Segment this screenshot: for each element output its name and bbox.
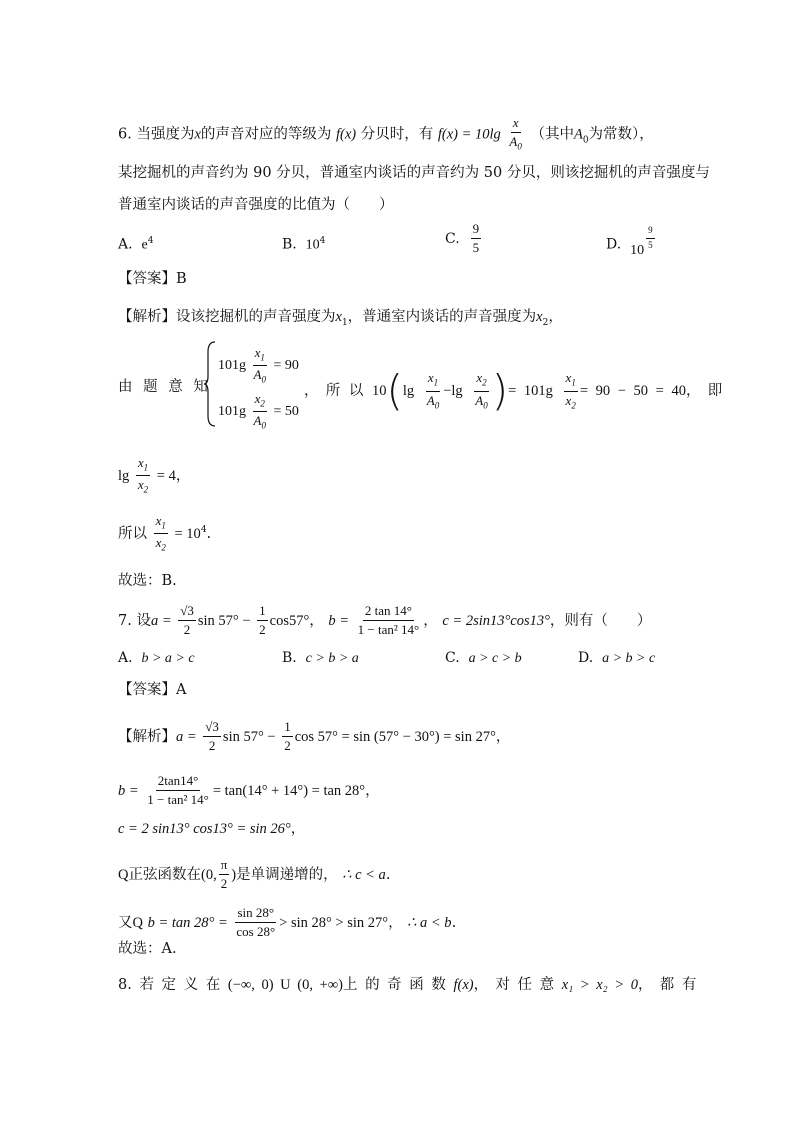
q6-stem-line1: 6. 当强度为x的声音对应的等级为 f(x) 分贝时，有 f(x) = 10lg $\frac{x}{A_0}$ （其中$A_0$为常数）， xyxy=(118,115,654,152)
q6-system-eq1: 101g $\frac{x_1}{A_0}$ = 90 xyxy=(218,345,299,386)
q6-option-b: B. $10^4$ xyxy=(282,236,326,253)
q7-choose: 故选：A. xyxy=(118,941,177,957)
q7-solution-compare: 又Q b = tan 28° = $\frac{\sin 28^\circ}{\cos 28^\circ}$ > sin 28° > sin 27°， ∴ a < b. xyxy=(118,905,457,940)
q6-stem-line3: 普通室内谈话的声音强度的比值为（ ） xyxy=(118,197,394,213)
q6-option-c: C. $\frac{9}{5}$ xyxy=(445,221,480,256)
q6-solution-line3: lg $\frac{x_1}{x_2}$ = 4， xyxy=(118,455,191,496)
q6-option-d: D. 10 $\frac{9}{5}$ xyxy=(606,225,653,259)
q6-option-a: A. $e^4$ xyxy=(118,236,154,253)
q7-solution-b: b = $\frac{2\tan 14^\circ}{\text{1 − tan² 14°}}$ = tan(14° + 14°) = tan 28°， xyxy=(118,773,380,808)
q6-system-eq2: 101g $\frac{x_2}{A_0}$ = 50 xyxy=(218,391,299,432)
q7-solution-c: c = 2 sin13° cos13° = sin 26°， xyxy=(118,821,306,837)
q7-solution-a: 【解析】a = $\frac{√3}{2}$ sin 57° − $\frac{1}{2}$ cos 57° = sin (57° − 30°) = sin 27°， xyxy=(118,719,511,754)
q7-option-b: B. c > b > a xyxy=(282,650,359,666)
q8-number: 8. xyxy=(118,977,132,993)
q6-stem-line2: 某挖掘机的声音约为 90 分贝，普通室内谈话的声音约为 50 分贝，则该挖掘机的声音强度与 xyxy=(118,165,710,181)
q6-answer: 【答案】B xyxy=(118,271,187,287)
q6-derivation: ， 所 以 10(lg $\frac{x_1}{A_0}$ −lg $\frac{x_2}{A_0}$ )= 101g $\frac{x_1}{x_2}$ = 90 − 50 = 40， 即 xyxy=(304,366,723,415)
q7-solution-monotonic: Q正弦函数在(0, $\frac{\pi}{2}$ )是单调递增的， ∴ c < a. xyxy=(118,857,391,892)
q7-option-a: A. b > a > c xyxy=(118,650,195,666)
left-brace-icon xyxy=(203,340,217,428)
q7-option-d: D. a > b > c xyxy=(578,650,656,666)
q6-choose: 故选：B. xyxy=(118,573,177,589)
q7-number: 7 xyxy=(118,612,128,629)
q7-option-c: C. a > c > b xyxy=(445,650,522,666)
q6-solution-line4: 所以 $\frac{x_1}{x_2}$ = $10^4$. xyxy=(118,513,212,554)
q6-number: 6. xyxy=(118,126,132,143)
q7-stem: 7. 设a = $\frac{√3}{2}$ sin 57° − $\frac{1}{2}$ cos57°， b = $\frac{2 \tan 14^\circ}{\text{1 − tan² 14°}}$ ， c = 2sin13°cos13°，则有（ ） xyxy=(118,603,652,638)
q6-formula-fraction: $\frac{x}{A_0}$ xyxy=(509,115,522,152)
q7-answer: 【答案】A xyxy=(118,682,187,698)
q8-stem: 8. 若 定 义 在 (−∞, 0) U (0, +∞)上 的 奇 函 数 f(x)， 对 任 意 x₁ > x₂ > 0， 都 有 xyxy=(118,977,697,993)
q6-solution-line1: 【解析】设该挖掘机的声音强度为$x_1$，普通室内谈话的声音强度为$x_2$， xyxy=(118,309,563,328)
q6-system-intro: 由 题 意 知 xyxy=(118,379,208,395)
